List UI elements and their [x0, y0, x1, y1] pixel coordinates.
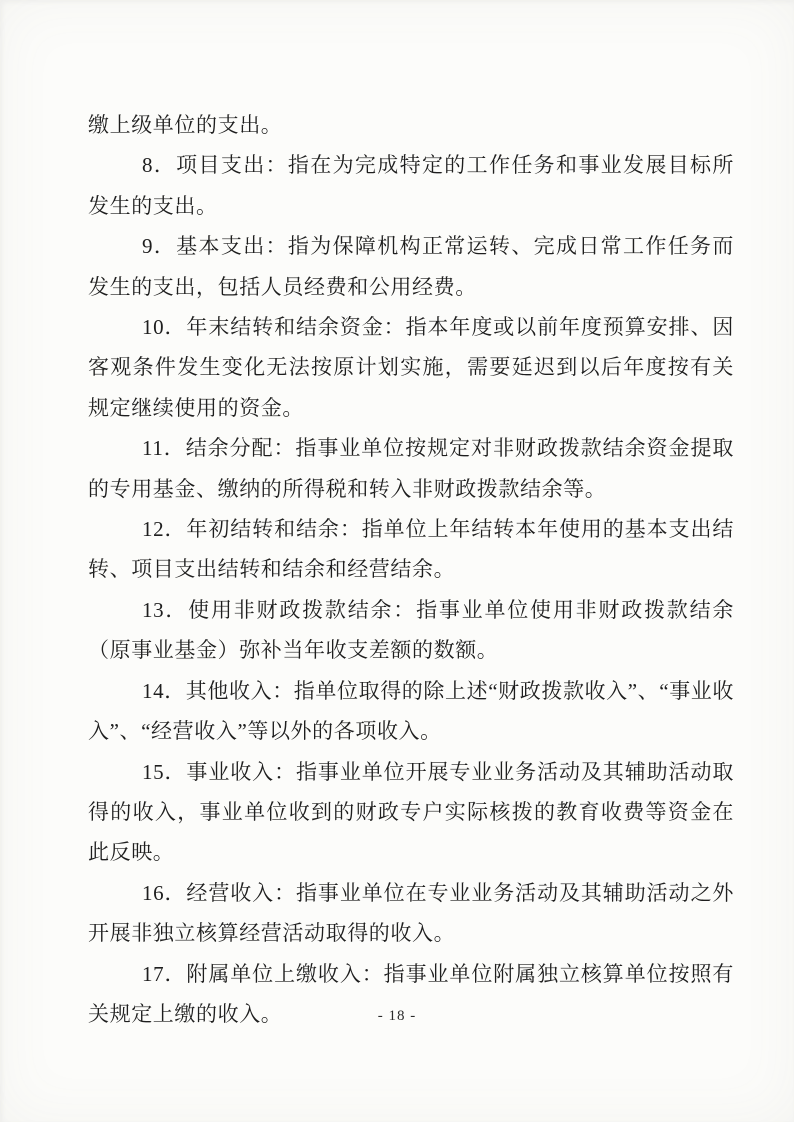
paragraph-item-12: 12．年初结转和结余：指单位上年结转本年使用的基本支出结转、项目支出结转和结余和经营结余。 — [88, 517, 734, 582]
document-body-text — [88, 105, 734, 1034]
paragraph-item-8: 8．项目支出：指在为完成特定的工作任务和事业发展目标所发生的支出。 — [88, 153, 734, 218]
paragraph-continuation: 缴上级单位的支出。 — [88, 113, 283, 137]
paragraph-item-10: 10．年末结转和结余资金：指本年度或以前年度预算安排、因客观条件发生变化无法按原计划实施，需要延迟到以后年度按有关规定继续使用的资金。 — [88, 315, 734, 420]
paragraph-item-13: 13．使用非财政拨款结余：指事业单位使用非财政拨款结余（原事业基金）弥补当年收支差额的数额。 — [88, 597, 734, 663]
paragraph-item-17: 17．附属单位上缴收入：指事业单位附属独立核算单位按照有关规定上缴的收入。 — [88, 961, 734, 1026]
paragraph-item-9: 9．基本支出：指为保障机构正常运转、完成日常工作任务而发生的支出，包括人员经费和公用经费。 — [88, 234, 734, 299]
paragraph-item-15: 15．事业收入：指事业单位开展专业业务活动及其辅助活动取得的收入，事业单位收到的财政专户实际核拨的教育收费等资金在此反映。 — [88, 759, 734, 865]
paragraph-item-14: 14．其他收入：指单位取得的除上述“财政拨款收入”、“事业收入”、“经营收入”等以外的各项收入。 — [88, 678, 734, 744]
paragraph-item-11: 11．结余分配：指事业单位按规定对非财政拨款结余资金提取的专用基金、缴纳的所得税和转入非财政拨款结余等。 — [88, 436, 734, 501]
paragraph-item-16: 16．经营收入：指事业单位在专业业务活动及其辅助活动之外开展非独立核算经营活动取得的收入。 — [88, 880, 734, 946]
page-number: - 18 - — [377, 1008, 417, 1024]
